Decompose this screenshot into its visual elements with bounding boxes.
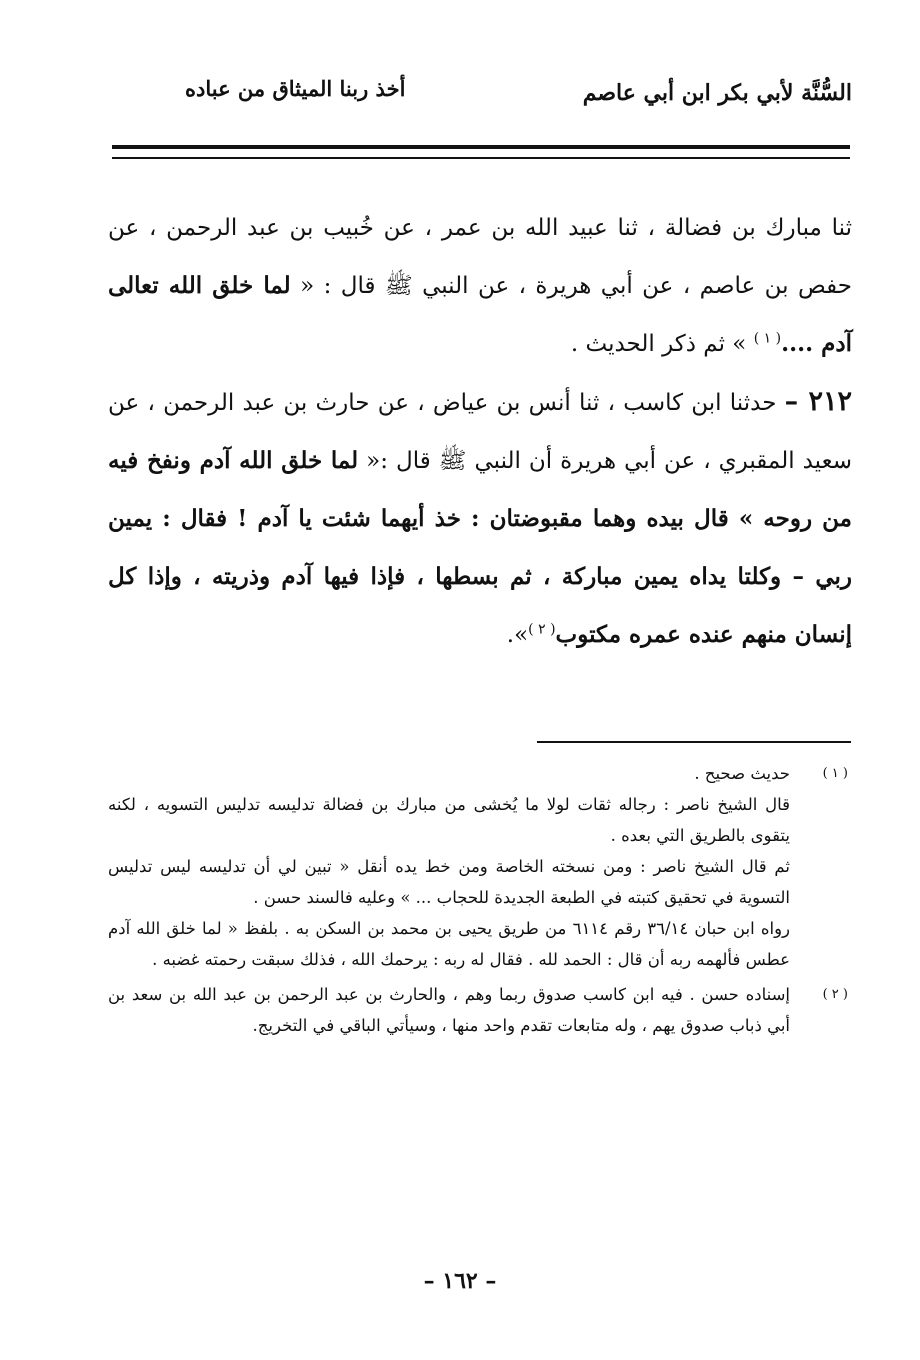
header-rule-thin: [112, 157, 850, 159]
footnote-ref-1: ( ١ ): [753, 330, 782, 347]
running-header: [110, 70, 852, 130]
paragraph-text-end: » ثم ذكر الحديث .: [570, 331, 754, 357]
footnote-line: قال الشيخ ناصر : رجاله ثقات لولا ما يُخشى من مبارك بن فضالة تدليسه تدليس التسويه ، لكنه يتقوى بالطريق التي بعده .: [108, 795, 790, 845]
footnote-line: حديث صحيح .: [694, 764, 790, 783]
chapter-title: أخذ ربنا الميثاق من عباده: [185, 76, 406, 101]
footnote-line: ثم قال الشيخ ناصر : ومن نسخته الخاصة ومن خط يده أنقل « تبين لي أن تدليسه ليس تدليس التسوية في تحقيق كتبته في الطبعة الجديدة للحجاب ... » وعليه فالسند حسن .: [108, 857, 790, 907]
footnote-line: رواه ابن حبان ٣٦/١٤ رقم ٦١١٤ من طريق يحيى بن محمد بن السكن به . بلفظ « لما خلق الله آدم عطس فألهمه ربه أن قال : الحمد لله . فقال له ربه : يرحمك الله ، فذلك سبقت رحمته غضبه .: [108, 919, 791, 969]
footnote-separator: [537, 741, 851, 743]
prophetic-quote: لما خلق الله آدم ونفخ فيه من روحه » قال بيده وهما مقبوضتان : خذ أيهما شئت يا آدم ! فقال : يمين ربي – وكلتا يداه يمين مباركة ، ثم بسطها ، فإذا فيها آدم وذريته ، وإذا كل إنسان منهم عنده عمره مكتوب: [108, 447, 852, 648]
footnote-ref-2: ( ٢ ): [528, 621, 556, 638]
footnote-1: [108, 758, 852, 975]
paragraph-text: حدثنا ابن كاسب ، ثنا أنس بن عياض ، عن حارث بن عبد الرحمن ، عن سعيد المقبري ، عن أبي هريرة أن النبي ﷺ قال :«: [108, 390, 852, 474]
footnote-number: ( ١ ): [822, 766, 848, 781]
paragraph-text: ثنا مبارك بن فضالة ، ثنا عبيد الله بن عمر ، عن خُبيب بن عبد الرحمن ، عن حفص بن عاصم ، عن أبي هريرة ، عن النبي ﷺ قال : «: [108, 215, 852, 299]
prophetic-quote: لما خلق الله تعالى آدم ....: [108, 272, 852, 357]
page-number: – ١٦٢ –: [423, 1268, 497, 1294]
paragraph-text-end: ».: [506, 622, 529, 648]
paragraph-hadith-212: [108, 373, 852, 664]
header-rule-thick: [112, 145, 850, 149]
hadith-number: ٢١٢ –: [784, 386, 853, 417]
footnote-number: ( ٢ ): [822, 987, 848, 1002]
footnotes: [108, 758, 852, 1045]
footnote-2: [108, 979, 852, 1041]
paragraph-hadith-211: [108, 200, 852, 373]
footnote-line: إسناده حسن . فيه ابن كاسب صدوق ربما وهم ، والحارث بن عبد الرحمن بن عبد الله بن سعد بن أبي ذباب صدوق يهم ، وله متابعات تقدم واحد منها ، وسيأتي الباقي في التخريج.: [108, 985, 790, 1035]
main-text: [108, 200, 852, 664]
book-title: السُّنَّة لأبي بكر ابن أبي عاصم: [582, 80, 852, 106]
